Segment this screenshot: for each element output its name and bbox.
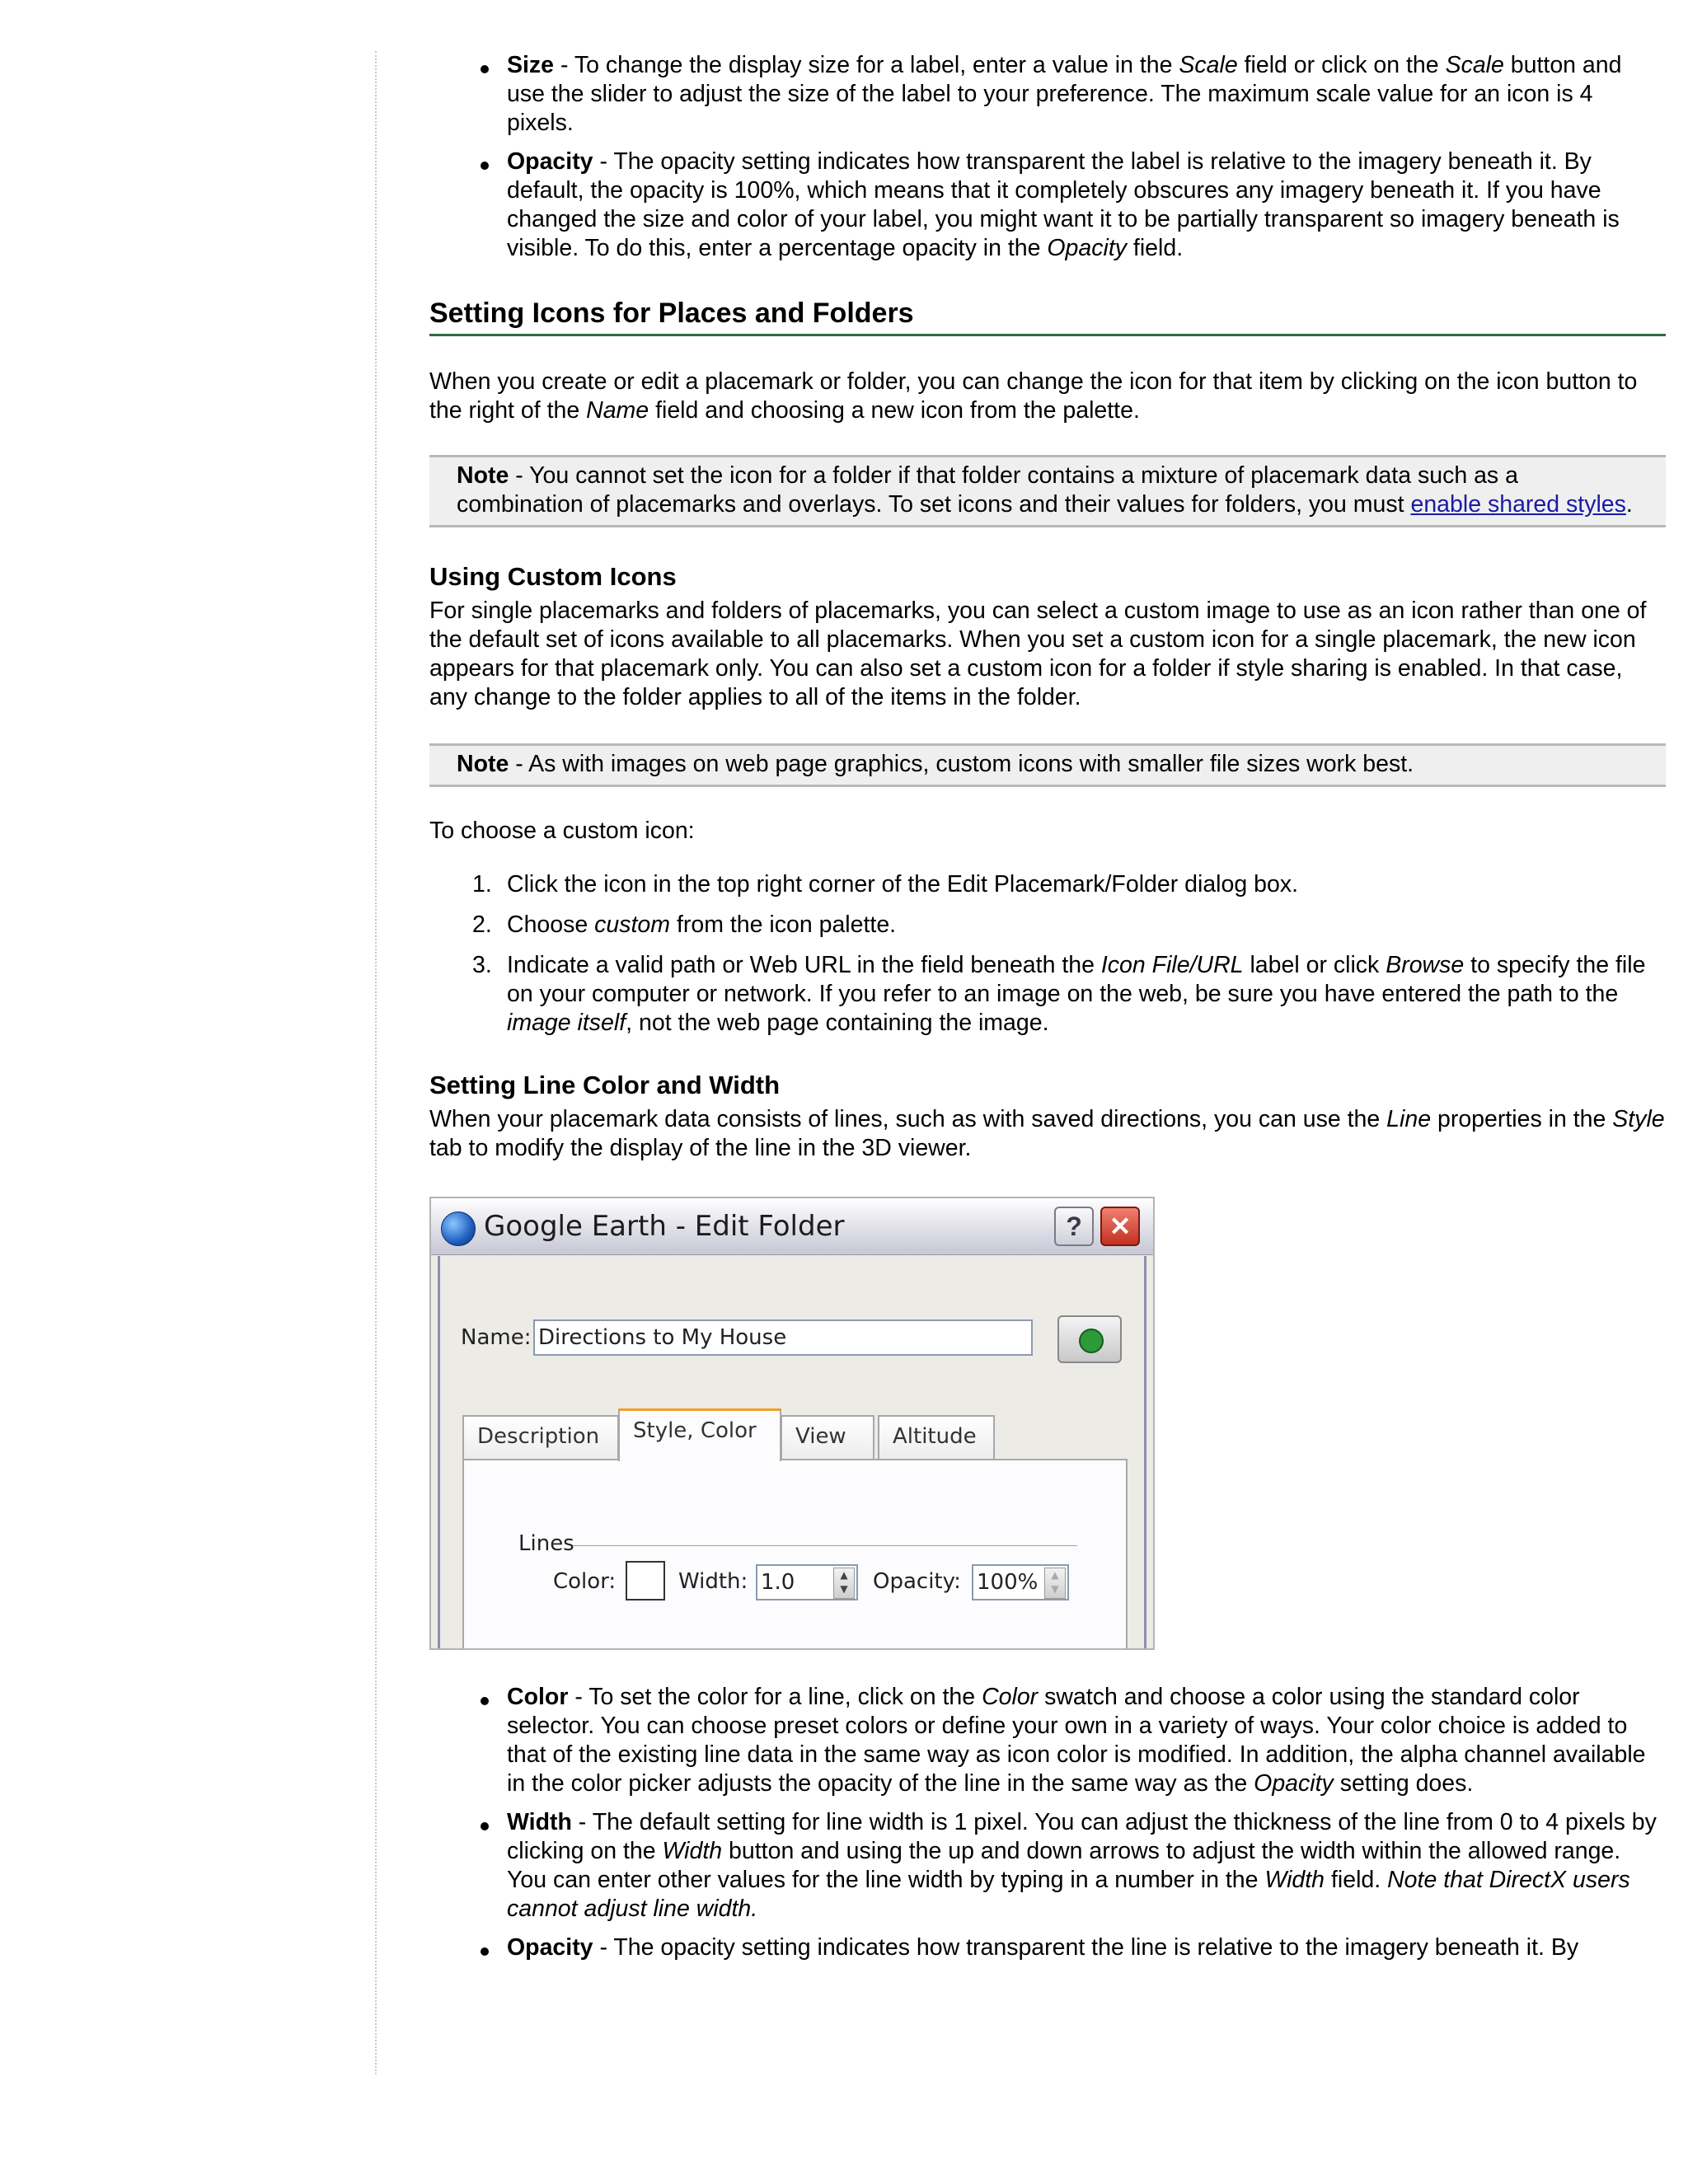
opacity-label: Opacity: bbox=[873, 1569, 961, 1594]
color-label: Color: bbox=[553, 1569, 617, 1594]
section-heading: Setting Icons for Places and Folders bbox=[429, 296, 1666, 336]
lines-group-label: Lines bbox=[518, 1531, 574, 1556]
enable-shared-styles-link[interactable]: enable shared styles bbox=[1410, 491, 1626, 518]
steps-list bbox=[429, 870, 1666, 1038]
list-item-opacity: Opacity - The opacity setting indicates how transparent the label is relative to the imagery beneath it. By default, the opacity is 100%, which means that it completely obscures any imagery beneath it. If you have changed the size and color of your label, you might want it to be partially transparent so imagery beneath is visible. To do this, enter a percentage opacity in the Opacity field. bbox=[429, 148, 1666, 263]
line-paragraph: When your placemark data consists of lines, such as with saved directions, you can use the Line properties in the Style tab to modify the display of the line in the 3D viewer. bbox=[429, 1106, 1665, 1161]
list-item-width: Width - The default setting for line width is 1 pixel. You can adjust the thickness of the line from 0 to 4 pixels by clicking on the Width button and using the up and down arrows to adjust the width within the allowed range. You can enter other values for the line width by typing in a number in the Width field. Note that DirectX users cannot adjust line width. bbox=[429, 1808, 1666, 1924]
close-button[interactable]: ✕ bbox=[1100, 1207, 1140, 1246]
spin-arrows-icon[interactable]: ▲ ▼ bbox=[833, 1568, 855, 1599]
margin-divider bbox=[375, 51, 377, 2074]
dialog-titlebar bbox=[431, 1198, 1153, 1255]
tab-altitude[interactable]: Altitude bbox=[878, 1415, 995, 1460]
spin-arrows-icon[interactable]: ▲ ▼ bbox=[1044, 1568, 1066, 1599]
list-item-size: Size - To change the display size for a label, enter a value in the Scale field or click on the Scale button and use the slider to adjust the size of the label to your preference. The maximum scale value for an icon is 4 pixels. bbox=[429, 51, 1666, 138]
list-item: 3. Indicate a valid path or Web URL in the field beneath the Icon File/URL label or click Browse to specify the file on your computer or network. If you refer to an image on the web, be sure you have entered the path to the image itself, not the web page containing the image. bbox=[472, 952, 1646, 1036]
name-label: Name: bbox=[461, 1325, 532, 1350]
choose-icon-intro: To choose a custom icon: bbox=[429, 818, 695, 844]
note-box: Note - As with images on web page graphics, custom icons with smaller file sizes work best. bbox=[429, 743, 1666, 787]
list-item-color: Color - To set the color for a line, click on the Color swatch and choose a color using the standard color selector. You can choose preset colors or define your own in a variety of ways. Your color choice is added to that of the existing line data in the same way as icon color is modified. In addition, the alpha channel available in the color picker adjusts the opacity of the line in the same way as the Opacity setting does. bbox=[429, 1683, 1666, 1798]
placemark-icon-button[interactable] bbox=[1057, 1315, 1122, 1363]
document-content bbox=[429, 51, 1666, 1972]
line-heading: Setting Line Color and Width bbox=[429, 1071, 781, 1099]
tab-style-color[interactable]: Style, Color bbox=[618, 1408, 781, 1461]
edit-folder-dialog-screenshot bbox=[429, 1197, 1155, 1650]
tab-description[interactable]: Description bbox=[462, 1415, 619, 1460]
note-box: Note - You cannot set the icon for a folder if that folder contains a mixture of placemark data such as a combination of placemarks and overlays. To set icons and their values for folders, you must enable shared styles. bbox=[429, 455, 1666, 527]
help-button[interactable]: ? bbox=[1054, 1207, 1094, 1246]
custom-icons-heading: Using Custom Icons bbox=[429, 562, 677, 591]
width-stepper[interactable]: 1.0 ▲ ▼ bbox=[756, 1564, 858, 1601]
custom-icons-paragraph: For single placemarks and folders of placemarks, you can select a custom image to use as an icon rather than one of the default set of icons available to all placemarks. When you set a custom icon for a single placemark, the new icon appears for that placemark only. You can also set a custom icon for a folder if style sharing is enabled. In that case, any change to the folder applies to all of the items in the folder. bbox=[429, 598, 1647, 710]
opacity-stepper[interactable]: 100% ▲ ▼ bbox=[972, 1564, 1069, 1601]
placemark-icon bbox=[1079, 1329, 1104, 1353]
color-swatch[interactable] bbox=[626, 1561, 665, 1601]
tab-view[interactable]: View bbox=[781, 1415, 874, 1460]
label-settings-list bbox=[429, 51, 1666, 263]
width-label: Width: bbox=[678, 1569, 748, 1594]
list-item-opacity: Opacity - The opacity setting indicates how transparent the line is relative to the imagery beneath it. By bbox=[429, 1933, 1666, 1962]
section-intro: When you create or edit a placemark or folder, you can change the icon for that item by clicking on the icon button to the right of the Name field and choosing a new icon from the palette. bbox=[429, 368, 1638, 424]
group-divider bbox=[573, 1545, 1077, 1546]
globe-icon bbox=[441, 1212, 476, 1246]
list-item: 2. Choose custom from the icon palette. bbox=[472, 912, 897, 938]
line-settings-list bbox=[429, 1683, 1666, 1962]
dialog-title: Google Earth - Edit Folder bbox=[484, 1210, 845, 1243]
name-field[interactable]: Directions to My House bbox=[533, 1319, 1033, 1356]
list-item: 1. Click the icon in the top right corner of the Edit Placemark/Folder dialog box. bbox=[472, 871, 1298, 898]
